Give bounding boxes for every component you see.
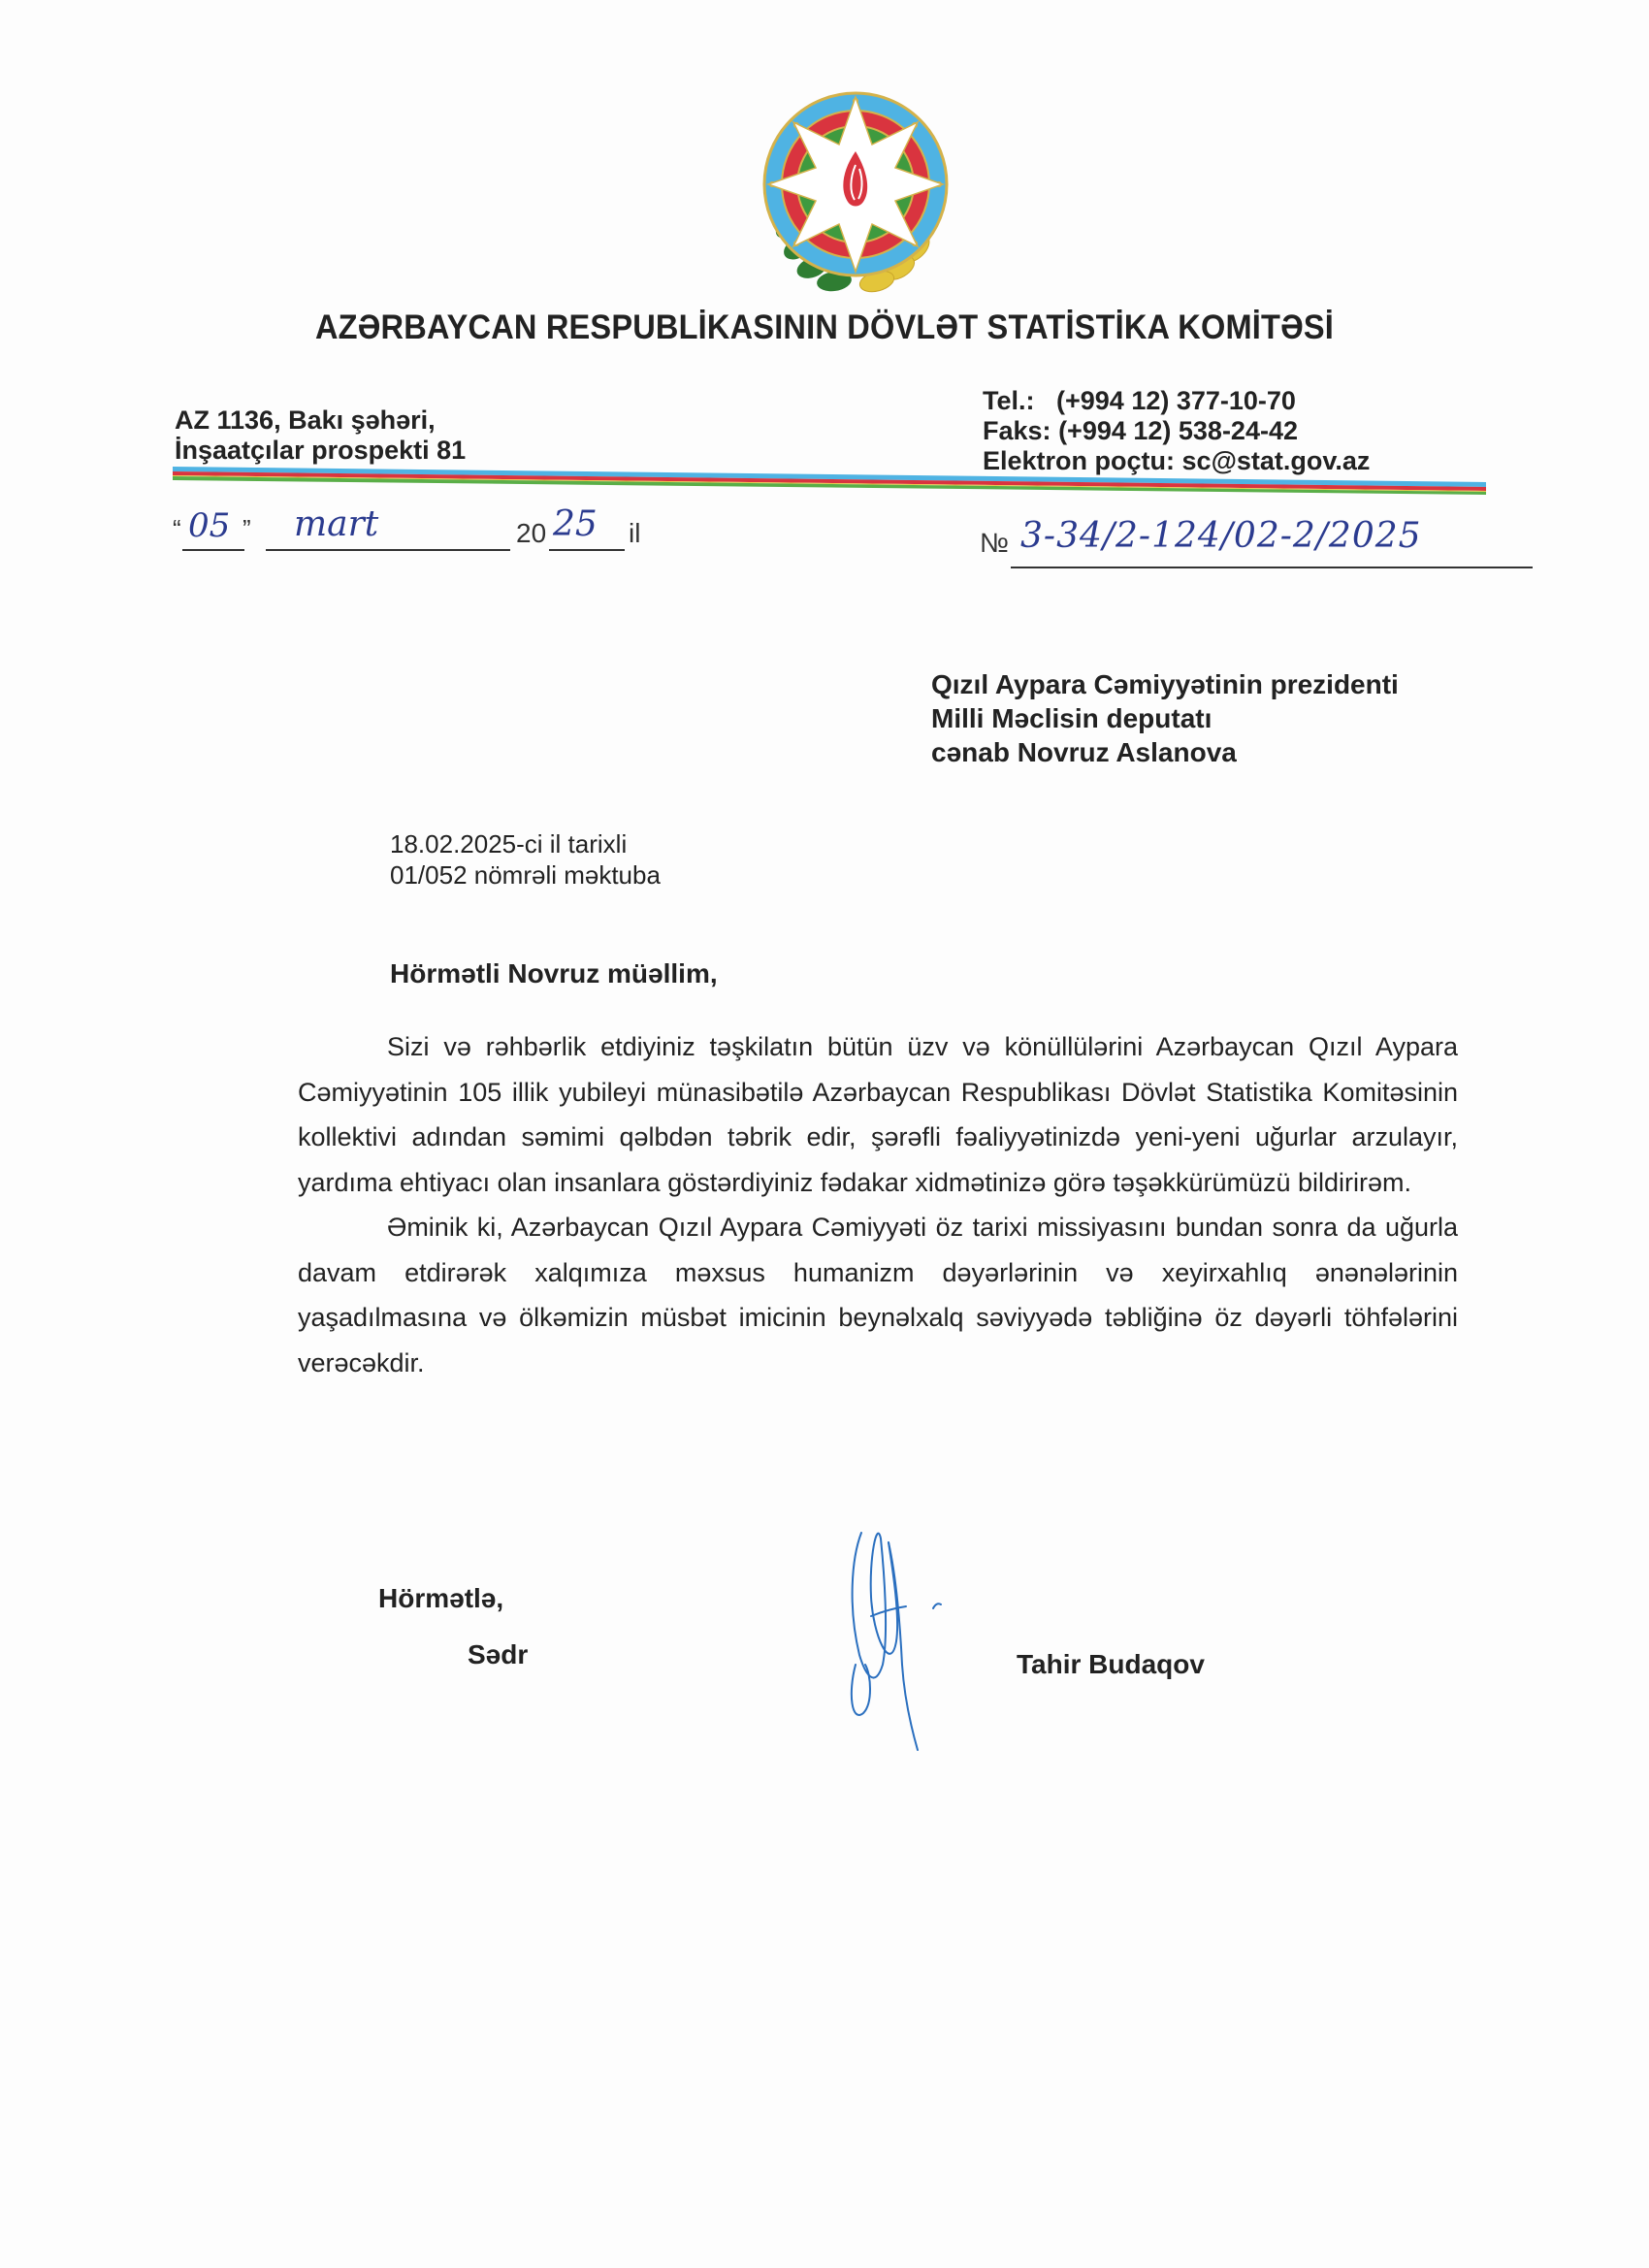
contact-phone	[983, 386, 1370, 416]
signatory-name: Tahir Budaqov	[1017, 1649, 1205, 1679]
salutation: Hörmətli Novruz müəllim,	[390, 958, 718, 988]
body-paragraph: Sizi və rəhbərlik etdiyiniz təşkilatın bütün üzv və könüllülərini Azərbaycan Qızıl Aypara Cəmiyyətinin 105 illik yubileyi münasibətilə Azərbaycan Respublikası Dövlət Statistika Komitəsinin kollektivi adından səmimi qəlbdən təbrik edir, şərəfli fəaliyyətinizdə yeni-yeni uğurlar arzulayır, yardıma ehtiyacı olan insanlara göstərdiyiniz fədakar xidmətinizə görə təşəkkürümüzü bildirirəm.	[298, 1032, 1458, 1197]
reference-number-field	[980, 514, 1542, 582]
letterhead-divider	[173, 466, 1486, 495]
reference-number: 3-34/2-124/02-2/2025	[1020, 516, 1422, 556]
signatory-title: Sədr	[468, 1639, 529, 1669]
date-day: 05	[188, 506, 231, 545]
reply-reference	[390, 828, 661, 891]
recipient-block	[931, 667, 1399, 769]
contact-fax	[983, 416, 1370, 446]
contact-value[interactable]: sc@stat.gov.az	[1181, 446, 1371, 475]
address-line: AZ 1136, Bakı şəhəri,	[175, 405, 436, 435]
address-block	[175, 405, 466, 466]
date-year-prefix: 20	[516, 518, 547, 548]
recipient-line: Milli Məclisin deputatı	[931, 703, 1212, 733]
organization-name: AZƏRBAYCAN RESPUBLİKASININ DÖVLƏT STATİSTİKA KOMİTƏSİ	[314, 308, 1335, 346]
date-field: “ 05 ” mart 20 25 il	[173, 504, 677, 563]
number-sign: №	[980, 528, 1010, 558]
reply-reference-line: 01/052 nömrəli məktuba	[390, 860, 661, 890]
recipient-line: cənab Novruz Aslanova	[931, 737, 1237, 767]
contact-label: Tel.:	[983, 386, 1035, 415]
reply-reference-line: 18.02.2025-ci il tarixli	[390, 829, 628, 859]
recipient-line: Qızıl Aypara Cəmiyyətinin prezidenti	[931, 669, 1399, 699]
contact-value: (+994 12) 377-10-70	[1056, 386, 1296, 415]
contact-value: (+994 12) 538-24-42	[1058, 416, 1298, 445]
date-month: mart	[294, 504, 379, 544]
date-year-suffix: 25	[553, 504, 598, 544]
date-year-word: il	[629, 518, 641, 548]
address-line: İnşaatçılar prospekti 81	[175, 436, 467, 465]
closing: Hörmətlə,	[378, 1583, 504, 1613]
letter-body	[298, 1024, 1458, 1385]
contact-label: Elektron poçtu:	[983, 446, 1176, 475]
contact-label: Faks:	[983, 416, 1051, 445]
body-paragraph: Əminik ki, Azərbaycan Qızıl Aypara Cəmiyyəti öz tarixi missiyasını bundan sonra da uğurla davam etdirərək xalqımıza məxsus humanizm dəyərlərinin və xeyirxahlıq ənənələrinin yaşadılmasına və ölkəmizin müsbət imicinin beynəlxalq səviyyədə təbliğinə öz dəyərli töhfələrini verəcəkdir.	[298, 1213, 1458, 1377]
state-emblem-icon	[759, 81, 953, 297]
handwritten-signature-icon	[842, 1519, 978, 1752]
contact-block	[983, 386, 1370, 476]
